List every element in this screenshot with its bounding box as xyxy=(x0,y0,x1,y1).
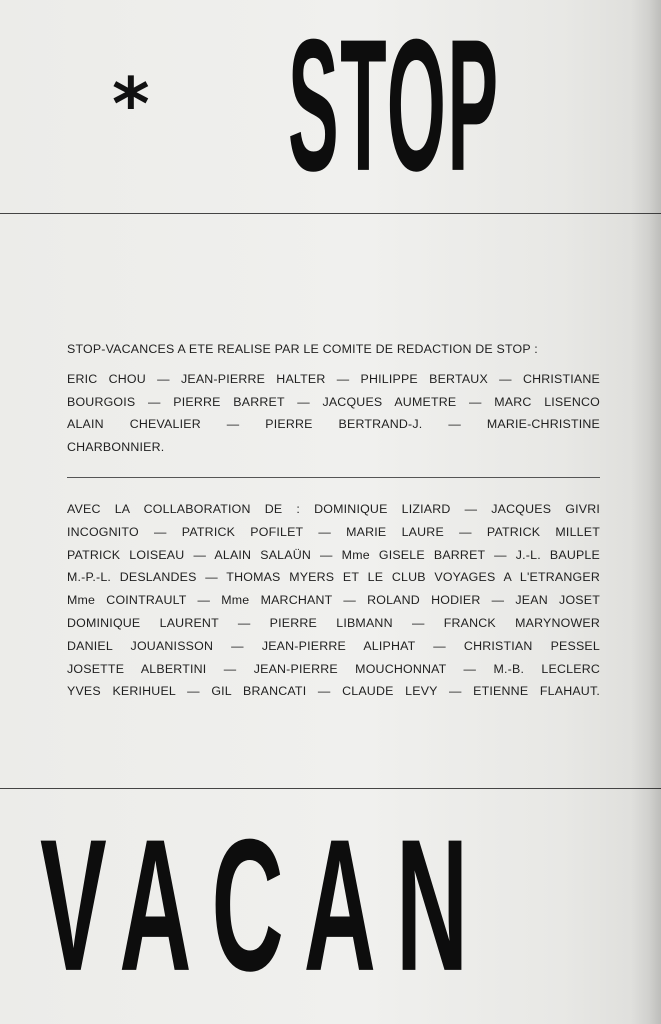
credits-line: CHARBONNIER. xyxy=(67,439,165,454)
header-rule xyxy=(0,213,661,214)
credits-members xyxy=(67,368,600,458)
page-edge-shadow xyxy=(631,0,661,1024)
vacan-title: VACAN xyxy=(40,800,489,1011)
collaboration-line: M.-P.-L. DESLANDES — THOMAS MYERS ET LE CLUB VOYAGES A L'ETRANGER xyxy=(67,570,600,585)
credits-intro-text: STOP-VACANCES A ETE REALISE PAR LE COMITE DE REDACTION DE STOP : xyxy=(67,342,538,356)
credits-intro xyxy=(67,339,600,359)
credits-line: ALAIN CHEVALIER — PIERRE BERTRAND-J. — MARIE-CHRISTINE xyxy=(67,417,600,432)
collaboration-line: DOMINIQUE LAURENT — PIERRE LIBMANN — FRANCK MARYNOWER xyxy=(67,615,600,630)
section-divider xyxy=(67,477,600,478)
collaboration-line: AVEC LA COLLABORATION DE : DOMINIQUE LIZIARD — JACQUES GIVRI xyxy=(67,502,600,516)
collaboration-line: YVES KERIHUEL — GIL BRANCATI — CLAUDE LEVY — ETIENNE FLAHAUT. xyxy=(67,684,600,699)
collaboration-list xyxy=(67,498,600,703)
credits-line: BOURGOIS — PIERRE BARRET — JACQUES AUMETRE — MARC LISENCO xyxy=(67,394,600,409)
footer-band xyxy=(0,788,661,1024)
collaboration-line: Mme COINTRAULT — Mme MARCHANT — ROLAND HODIER — JEAN JOSET xyxy=(67,593,600,608)
collaboration-line: JOSETTE ALBERTINI — JEAN-PIERRE MOUCHONNAT — M.-B. LECLERC xyxy=(67,661,600,676)
collaboration-line: PATRICK LOISEAU — ALAIN SALAÜN — Mme GISELE BARRET — J.-L. BAUPLE xyxy=(67,547,600,562)
collaboration-line: DANIEL JOUANISSON — JEAN-PIERRE ALIPHAT — CHRISTIAN PESSEL xyxy=(67,638,600,653)
collaboration-line: INCOGNITO — PATRICK POFILET — MARIE LAURE — PATRICK MILLET xyxy=(67,524,600,539)
asterisk-ornament: * xyxy=(112,62,150,146)
header-band xyxy=(0,0,661,214)
credits-line: ERIC CHOU — JEAN-PIERRE HALTER — PHILIPPE BERTAUX — CHRISTIANE xyxy=(67,372,600,386)
stop-title: STOP xyxy=(288,0,500,211)
